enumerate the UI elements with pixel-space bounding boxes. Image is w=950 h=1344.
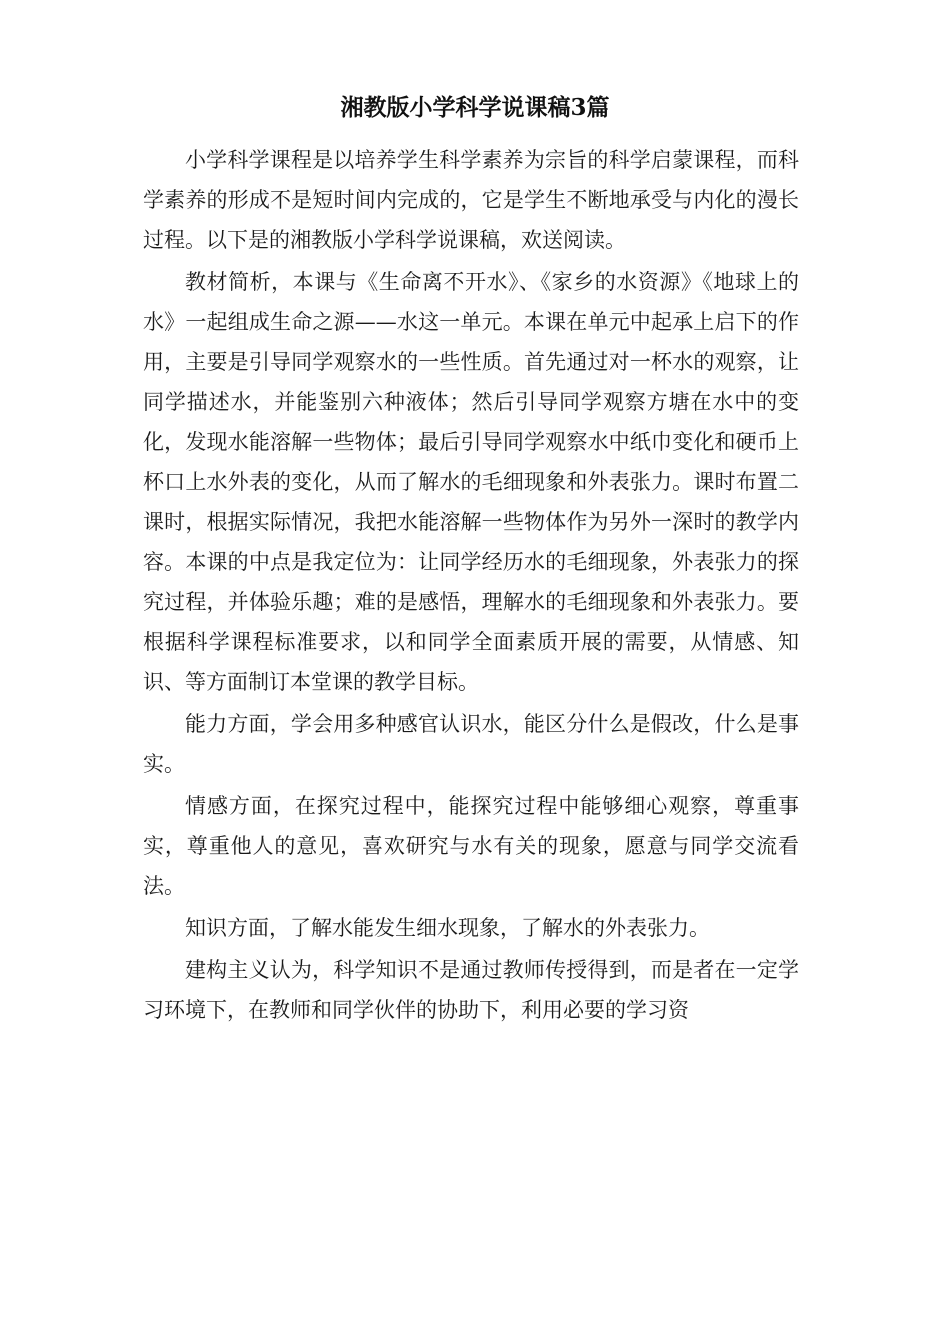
paragraph-constructivism: 建构主义认为，科学知识不是通过教师传授得到，而是者在一定学习环境下，在教师和同学伙伴的协助下，利用必要的学习资 <box>143 958 799 1022</box>
document-title: 湘教版小学科学说课稿3篇 <box>340 94 610 121</box>
paragraph-intro: 小学科学课程是以培养学生科学素养为宗旨的科学启蒙课程，而科学素养的形成不是短时间内完成的，它是学生不断地承受与内化的漫长过程。以下是的湘教版小学科学说课稿，欢送阅读。 <box>143 148 799 252</box>
paragraph-ability-goals: 能力方面，学会用多种感官认识水，能区分什么是假改，什么是事实。 <box>143 712 799 776</box>
paragraph-textbook-analysis: 教材简析，本课与《生命离不开水》、《家乡的水资源》《地球上的水》一起组成生命之源——水这一单元。本课在单元中起承上启下的作用，主要是引导同学观察水的一些性质。首先通过对一杯水的观察，让同学描述水，并能鉴别六种液体；然后引导同学观察方塘在水中的变化，发现水能溶解一些物体；最后引导同学观察水中纸巾变化和硬币上杯口上水外表的变化，从而了解水的毛细现象和外表张力。课时布置二课时，根据实际情况，我把水能溶解一些物体作为另外一深时的教学内容。本课的中点是我定位为：让同学经历水的毛细现象，外表张力的探究过程，并体验乐趣；难的是感悟，理解水的毛细现象和外表张力。要根据科学课程标准要求，以和同学全面素质开展的需要，从情感、知识、等方面制订本堂课的教学目标。 <box>143 270 799 694</box>
document-body <box>143 140 799 1032</box>
paragraph-knowledge-goals: 知识方面，了解水能发生细水现象，了解水的外表张力。 <box>185 916 710 940</box>
paragraph-emotion-goals: 情感方面，在探究过程中，能探究过程中能够细心观察，尊重事实，尊重他人的意见，喜欢研究与水有关的现象，愿意与同学交流看法。 <box>143 794 799 898</box>
